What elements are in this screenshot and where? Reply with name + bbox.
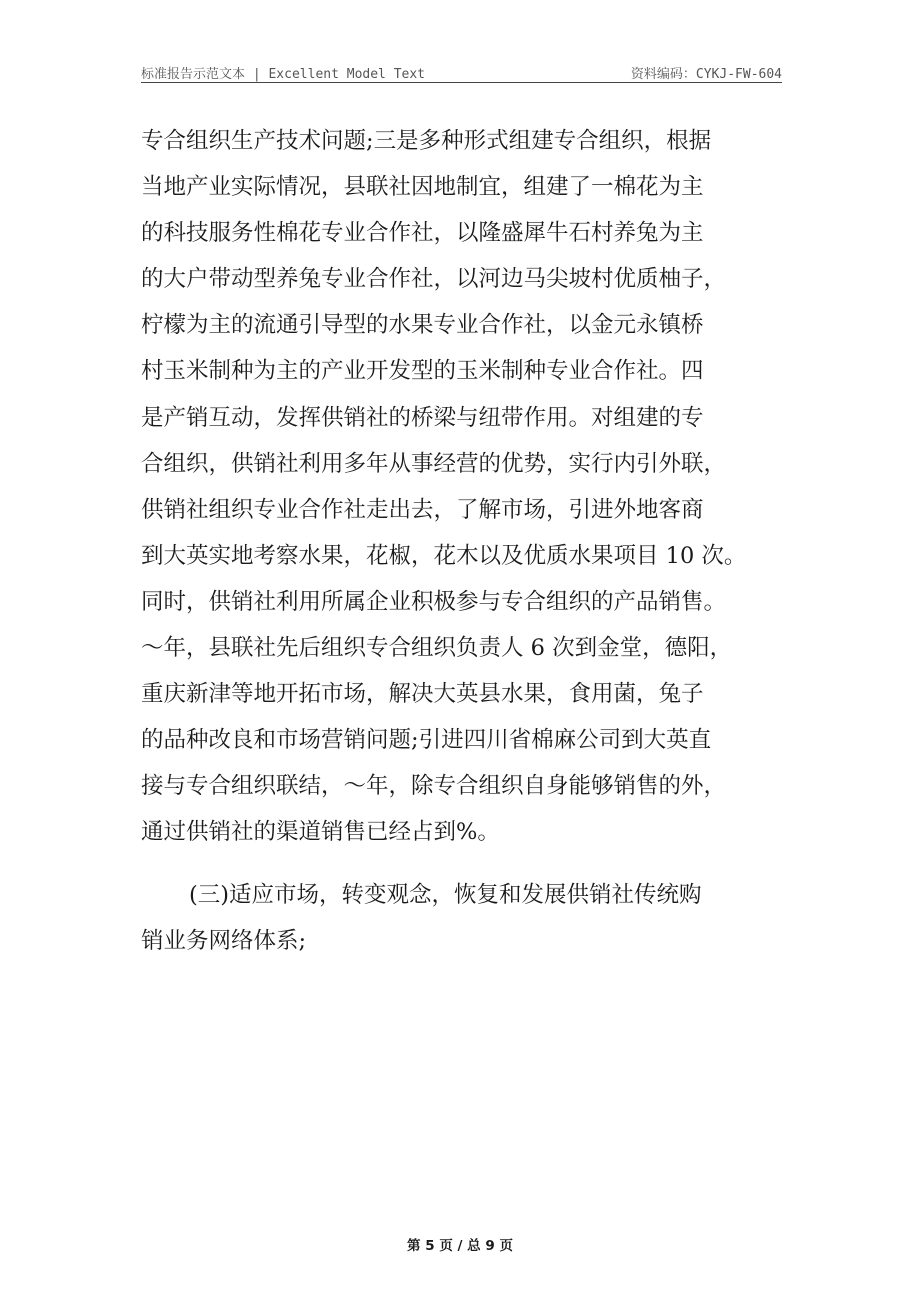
body-line: 接与专合组织联结，～年，除专合组织自身能够销售的外， — [141, 773, 727, 800]
body-line: 的品种改良和市场营销问题;引进四川省棉麻公司到大英直 — [141, 727, 712, 754]
body-line: 到大英实地考察水果，花椒，花木以及优质水果项目 10 次。 — [141, 542, 747, 569]
header-title: 标准报告示范文本 | Excellent Model Text — [141, 67, 426, 82]
body-line: 的科技服务性棉花专业合作社，以隆盛犀牛石村养兔为主 — [141, 220, 704, 247]
body-line: 专合组织生产技术问题;三是多种形式组建专合组织，根据 — [141, 128, 712, 154]
page-number: 第 5 页 / 总 9 页 — [407, 1238, 513, 1254]
body-line: 柠檬为主的流通引导型的水果专业合作社，以金元永镇桥 — [141, 312, 704, 339]
section-heading-line: (三)适应市场，转变观念，恢复和发展供销社传统购 — [189, 881, 702, 908]
body-line: 村玉米制种为主的产业开发型的玉米制种专业合作社。四 — [141, 358, 704, 385]
body-line: 重庆新津等地开拓市场，解决大英县水果，食用菌，兔子 — [141, 681, 704, 708]
body-line: 是产销互动，发挥供销社的桥梁与纽带作用。对组建的专 — [141, 404, 704, 431]
body-line: 合组织，供销社利用多年从事经营的优势，实行内引外联， — [141, 450, 727, 477]
body-line: 同时，供销社利用所属企业积极参与专合组织的产品销售。 — [141, 588, 727, 615]
body-line: 的大户带动型养兔专业合作社，以河边马尖坡村优质柚子， — [141, 266, 727, 293]
body-line: 供销社组织专业合作社走出去，了解市场，引进外地客商 — [141, 496, 704, 523]
header-doc-code: 资料编码：CYKJ-FW-604 — [630, 67, 782, 82]
page-header — [141, 60, 782, 83]
body-line: 销业务网络体系; — [141, 927, 307, 954]
document-body — [141, 118, 791, 964]
body-line: ～年，县联社先后组织专合组织负责人 6 次到金堂，德阳， — [141, 635, 733, 662]
body-line: 通过供销社的渠道销售已经占到%。 — [141, 819, 500, 846]
body-line: 当地产业实际情况，县联社因地制宜，组建了一棉花为主 — [141, 174, 704, 201]
